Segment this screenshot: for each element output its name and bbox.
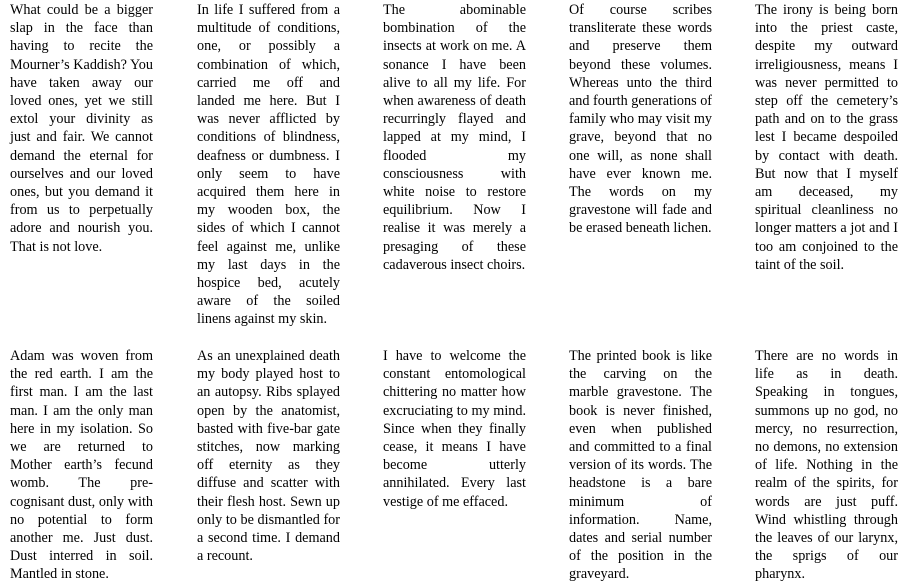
paragraph-adam-red-earth: Adam was woven from the red earth. I am the first man. I am the last man. I am the only man here in my isolation. So we are returned to Mother earth’s fecund womb. The pre-cognisant dust, only with no potential to form another me. Just dust. Dust interred in soil. Mantled in stone. (10, 348, 153, 583)
paragraph-mourners-kaddish: What could be a bigger slap in the face than having to recite the Mourner’s Kaddish? You have taken away our loved ones, yet we still extol your divinity as just and fair. We cannot demand the eternal for ourselves and our loved ones, but you demand it from us to perpetually adore and nourish you. That is not love. (10, 2, 153, 255)
paragraph-entomological-chittering: I have to welcome the constant entomological chittering no matter how excruciating to my mind. Since when they finally cease, it means I have become utterly annihilated. Every last vestige of me effaced. (383, 348, 526, 510)
paragraph-autopsy: As an unexplained death my body played host to an autopsy. Ribs splayed open by the anatomist, basted with five-bar gate stitches, now marking off eternity as they diffuse and scatter with their flesh host. Sewn up only to be dismantled for a second time. I demand a recount. (197, 348, 340, 565)
paragraph-no-words: There are no words in life as in death. Speaking in tongues, summons up no god, no mercy, no resurrection, no demons, no extension of life. Nothing in the realm of the spirits, for words are just puff. Wind whistling through the leaves of our larynx, the sprigs of our pharynx. (755, 348, 898, 583)
paragraph-printed-book: The printed book is like the carving on the marble gravestone. The book is never finished, even when published and committed to a final version of its words. The headstone is a bare minimum of information. Name, dates and serial number of the position in the graveyard. (569, 348, 712, 583)
paragraph-conditions: In life I suffered from a multitude of conditions, one, or possibly a combination of which, carried me off and landed me here. But I was never afflicted by conditions of blindness, deafness or dumbness. I only seem to have acquired them here in my wooden box, the sides of which I cannot feel against me, unlike my last days in the hospice bed, acutely aware of the soiled linens against my skin. (197, 2, 340, 328)
paragraph-priest-caste: The irony is being born into the priest caste, despite my outward irreligiousness, means I was never permitted to step off the cemetery’s path and on to the grass lest I became despoiled by contact with death. But now that I myself am deceased, my spiritual cleanliness no longer matters a jot and I too am conjoined to the taint of the soil. (755, 2, 898, 273)
paragraph-scribes: Of course scribes transliterate these words and preserve them beyond these volumes. Whereas unto the third and fourth generations of family who may visit my grave, beyond that no one will, as none shall have ever known me. The words on my gravestone will fade and be erased beneath lichen. (569, 2, 713, 237)
paragraph-insect-bombination: The abominable bombination of the insects at work on me. A sonance I have been alive to all my life. For when awareness of death recurringly flayed and lapped at my mind, I flooded my consciousness with white noise to restore equilibrium. Now I realise it was merely a presaging of these cadaverous insect choirs. (383, 2, 526, 273)
